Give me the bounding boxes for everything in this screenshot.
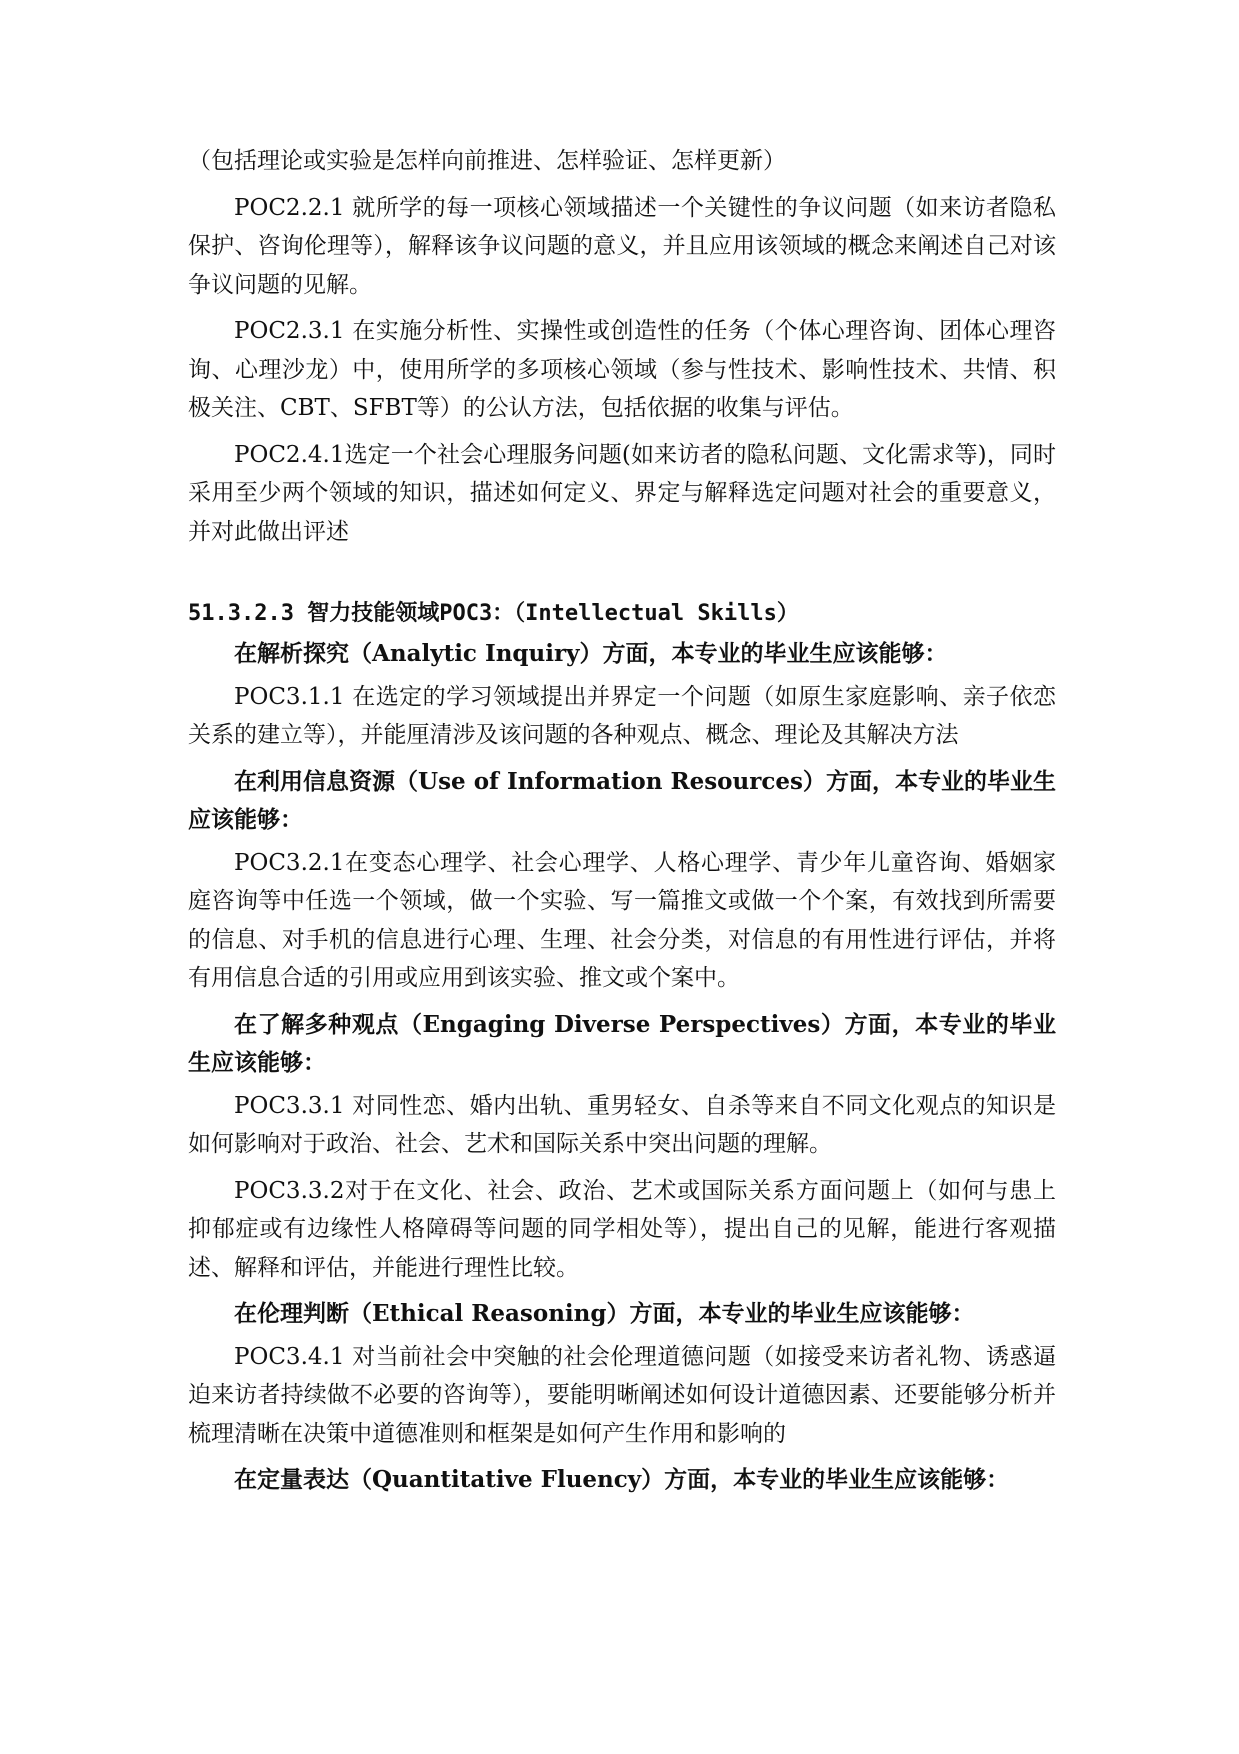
document-page (188, 142, 1056, 1504)
paragraph-poc3-3-2: POC3.3.2对于在文化、社会、政治、艺术或国际关系方面问题上（如何与患上抑郁症或有边缘性人格障碍等问题的同学相处等），提出自己的见解，能进行客观描述、解释和评估，并能进行理性比较。 (188, 1177, 1056, 1281)
paragraph-poc3-1-1: POC3.1.1 在选定的学习领域提出并界定一个问题（如原生家庭影响、亲子依恋关系的建立等），并能厘清涉及该问题的各种观点、概念、理论及其解决方法 (188, 683, 1056, 748)
paragraph-poc2-3-1: POC2.3.1 在实施分析性、实操性或创造性的任务（个体心理咨询、团体心理咨询、心理沙龙）中，使用所学的多项核心领域（参与性技术、影响性技术、共情、积极关注、CBT、SFBT等）的公认方法，包括依据的收集与评估。 (188, 318, 1056, 421)
subheading-quantitative-fluency: 在定量表达（Quantitative Fluency）方面，本专业的毕业生应该能够： (234, 1466, 1010, 1493)
subheading-ethical-reasoning: 在伦理判断（Ethical Reasoning）方面，本专业的毕业生应该能够： (234, 1300, 975, 1327)
paragraph-poc2-2-1: POC2.2.1 就所学的每一项核心领域描述一个关键性的争议问题（如来访者隐私保护、咨询伦理等），解释该争议问题的意义，并且应用该领域的概念来阐述自己对该争议问题的见解。 (188, 194, 1056, 298)
section-heading-poc3: 51.3.2.3 智力技能领域POC3：（Intellectual Skills） (188, 601, 799, 626)
subheading-analytic-inquiry: 在解析探究（Analytic Inquiry）方面，本专业的毕业生应该能够： (234, 640, 948, 667)
subheading-diverse-perspectives: 在了解多种观点（Engaging Diverse Perspectives）方面，本专业的毕业生应该能够： (188, 1010, 1056, 1076)
paragraph-poc3-2-1: POC3.2.1在变态心理学、社会心理学、人格心理学、青少年儿童咨询、婚姻家庭咨询等中任选一个领域，做一个实验、写一篇推文或做一个个案，有效找到所需要的信息、对手机的信息进行心理、生理、社会分类，对信息的有用性进行评估，并将有用信息合适的引用或应用到该实验、推文或个案中。 (188, 849, 1056, 991)
subheading-information-resources: 在利用信息资源（Use of Information Resources）方面，本专业的毕业生应该能够： (188, 767, 1056, 833)
paragraph-poc2-4-1: POC2.4.1选定一个社会心理服务问题(如来访者的隐私问题、文化需求等)，同时采用至少两个领域的知识，描述如何定义、界定与解释选定问题对社会的重要意义，并对此做出评述 (188, 441, 1056, 545)
paragraph-intro-continuation: （包括理论或实验是怎样向前推进、怎样验证、怎样更新） (188, 148, 786, 174)
paragraph-poc3-4-1: POC3.4.1 对当前社会中突触的社会伦理道德问题（如接受来访者礼物、诱惑逼迫来访者持续做不必要的咨询等），要能明晰阐述如何设计道德因素、还要能够分析并梳理清晰在决策中道德准则和框架是如何产生作用和影响的 (188, 1343, 1056, 1447)
paragraph-poc3-3-1: POC3.3.1 对同性恋、婚内出轨、重男轻女、自杀等来自不同文化观点的知识是如何影响对于政治、社会、艺术和国际关系中突出问题的理解。 (188, 1092, 1056, 1157)
